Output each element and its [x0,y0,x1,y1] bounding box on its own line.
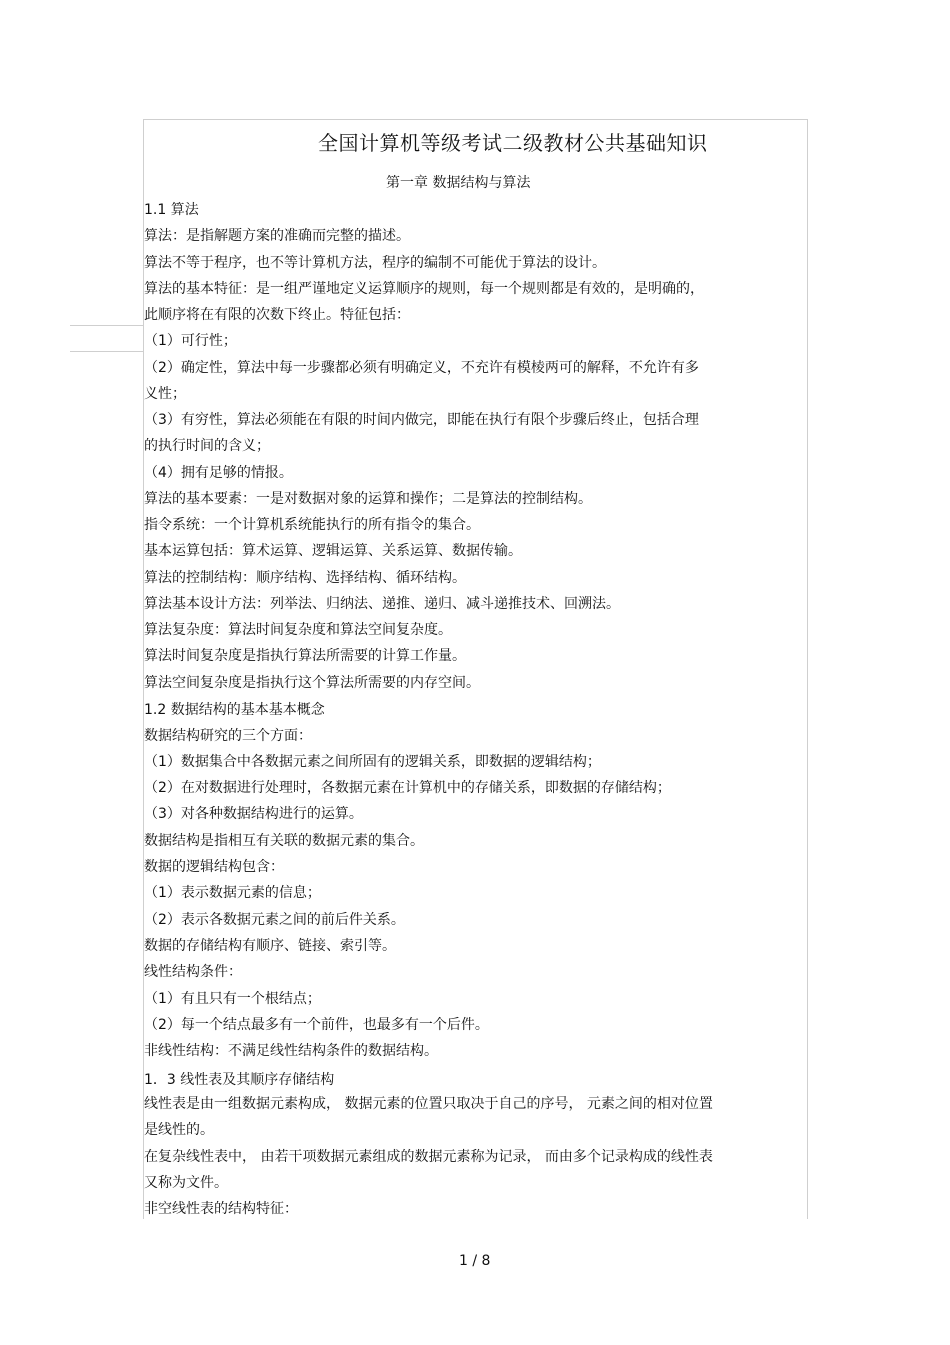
text-line: 的执行时间的含义； [144,438,270,454]
section-heading: 1.2 数据结构的基本基本概念 [144,702,325,718]
text-line: 数据结构研究的三个方面： [144,728,312,744]
section-heading: 1．3 线性表及其顺序存储结构 [144,1072,335,1088]
text-line: （3）对各种数据结构进行的运算。 [144,806,363,822]
text-line: 是线性的。 [144,1122,214,1138]
text-line: 数据结构是指相互有关联的数据元素的集合。 [144,833,424,849]
text-line: （2）在对数据进行处理时，各数据元素在计算机中的存储关系，即数据的存储结构； [144,780,671,796]
margin-mark [70,351,143,352]
margin-mark [70,325,143,326]
page-frame-top [143,119,808,120]
text-line: （1）有且只有一个根结点； [144,991,321,1007]
text-line: 在复杂线性表中， 由若干项数据元素组成的数据元素称为记录， 而由多个记录构成的线性表 [144,1149,713,1165]
text-line: 算法复杂度：算法时间复杂度和算法空间复杂度。 [144,622,452,638]
text-line: 非空线性表的结构特征： [144,1201,298,1217]
text-line: 算法：是指解题方案的准确而完整的描述。 [144,228,410,244]
text-line: 此顺序将在有限的次数下终止。特征包括： [144,307,410,323]
page-number: 1 / 8 [459,1253,491,1269]
text-line: （1）数据集合中各数据元素之间所固有的逻辑关系，即数据的逻辑结构； [144,754,601,770]
text-line: 数据的逻辑结构包含： [144,859,284,875]
text-line: 算法空间复杂度是指执行这个算法所需要的内存空间。 [144,675,480,691]
text-line: 又称为文件。 [144,1175,228,1191]
chapter-heading: 第一章 数据结构与算法 [386,175,531,191]
text-line: （1）可行性； [144,333,237,349]
text-line: 算法的基本特征：是一组严谨地定义运算顺序的规则，每一个规则都是有效的，是明确的， [144,281,704,297]
document-title: 全国计算机等级考试二级教材公共基础知识 [318,131,708,155]
text-line: （4）拥有足够的情报。 [144,465,293,481]
text-line: （1）表示数据元素的信息； [144,885,321,901]
text-line: 算法不等于程序，也不等计算机方法，程序的编制不可能优于算法的设计。 [144,255,606,271]
text-line: 数据的存储结构有顺序、链接、索引等。 [144,938,396,954]
text-line: （3）有穷性，算法必须能在有限的时间内做完，即能在执行有限个步骤后终止，包括合理 [144,412,699,428]
text-line: （2）表示各数据元素之间的前后件关系。 [144,912,405,928]
text-line: 指令系统：一个计算机系统能执行的所有指令的集合。 [144,517,480,533]
page-frame-right [807,119,808,1219]
text-line: 非线性结构：不满足线性结构条件的数据结构。 [144,1043,438,1059]
text-line: 线性表是由一组数据元素构成， 数据元素的位置只取决于自己的序号， 元素之间的相对位置 [144,1096,713,1112]
text-line: （2）确定性，算法中每一步骤都必须有明确定义，不充许有模棱两可的解释，不允许有多 [144,360,699,376]
text-line: 义性； [144,386,186,402]
text-line: 算法的控制结构：顺序结构、选择结构、循环结构。 [144,570,466,586]
text-line: （2）每一个结点最多有一个前件，也最多有一个后件。 [144,1017,489,1033]
text-line: 线性结构条件： [144,964,242,980]
text-line: 算法的基本要素：一是对数据对象的运算和操作；二是算法的控制结构。 [144,491,592,507]
text-line: 算法时间复杂度是指执行算法所需要的计算工作量。 [144,648,466,664]
section-heading: 1.1 算法 [144,202,199,218]
text-line: 基本运算包括：算术运算、逻辑运算、关系运算、数据传输。 [144,543,522,559]
text-line: 算法基本设计方法：列举法、归纳法、递推、递归、减斗递推技术、回溯法。 [144,596,620,612]
